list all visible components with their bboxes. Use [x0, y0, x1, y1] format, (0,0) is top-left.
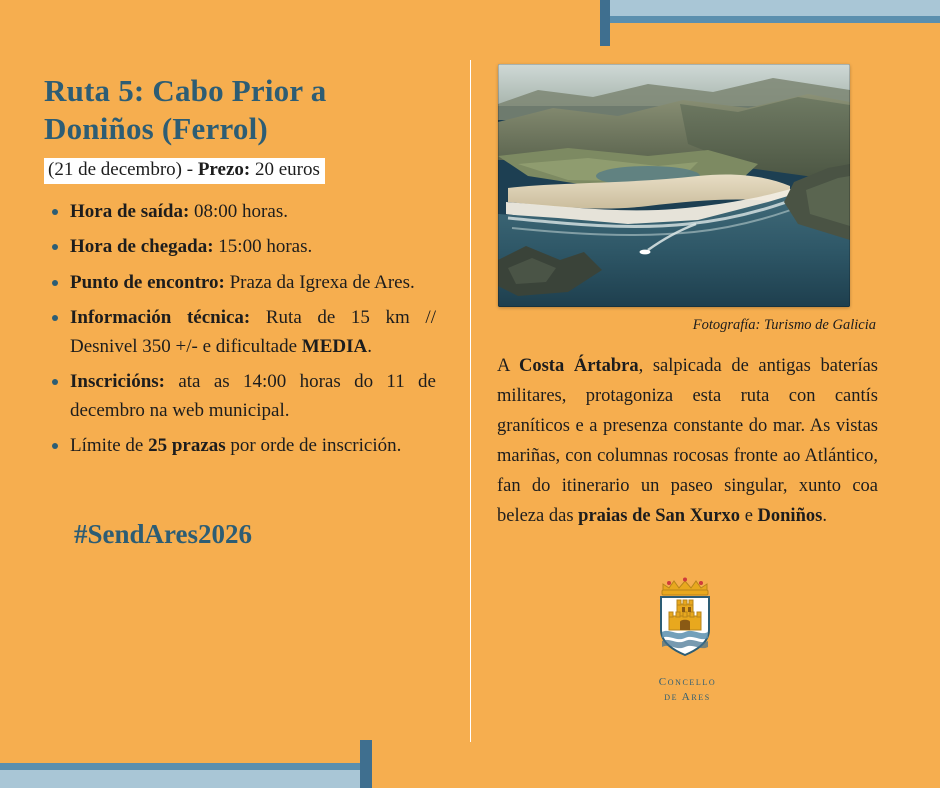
list-item	[44, 269, 436, 298]
subtitle-date: (21 de decembro) -	[48, 158, 198, 180]
list-item-label: Inscricións:	[70, 371, 165, 393]
list-item-text: 15:00 horas.	[213, 236, 313, 258]
list-item-text: Praza da Igrexa de Ares.	[224, 271, 415, 293]
subtitle-price-label: Prezo:	[197, 158, 251, 180]
list-item-text: Límite de 25 prazas por orde de inscrición.	[70, 435, 402, 457]
desc-part-1: A	[497, 356, 519, 376]
desc-bold-praias-san-xurxo: praias de San Xurxo	[578, 505, 741, 526]
decor-bar-bottom-left-light	[0, 768, 370, 788]
list-item-text: ata as 14:00 horas do 11 de decembro na web municipal.	[70, 371, 436, 421]
subtitle-highlight	[44, 158, 325, 184]
details-list	[44, 198, 436, 461]
photo-caption: Fotografía: Turismo de Galicia	[692, 317, 876, 333]
poster-content	[0, 52, 940, 752]
desc-bold-doninos: Doniños	[757, 505, 823, 526]
list-item-label: Punto de encontro:	[70, 271, 225, 293]
list-item	[44, 198, 436, 227]
crest-label	[633, 675, 743, 705]
list-item	[44, 432, 436, 461]
list-item-label: Hora de saída:	[70, 200, 190, 222]
list-item	[44, 368, 436, 425]
left-column	[0, 52, 470, 752]
desc-bold-costa-artabra: Costa Ártabra	[518, 356, 639, 376]
list-item	[44, 304, 436, 361]
subtitle-price-value: 20 euros	[250, 158, 320, 180]
desc-part-4: .	[822, 505, 827, 526]
hashtag: #SendAres2026	[74, 518, 253, 549]
decor-bar-top-right-dark	[600, 0, 610, 46]
crest-label-line1: Concello	[658, 675, 717, 688]
list-item-text: 08:00 horas.	[189, 200, 288, 222]
right-column	[471, 52, 940, 752]
page-title: Ruta 5: Cabo Prior a Doniños (Ferrol)	[44, 73, 327, 146]
list-item-text: Ruta de 15 km // Desnivel 350 +/- e dificultade MEDIA.	[70, 307, 436, 357]
decor-bar-bottom-left-mid	[0, 763, 360, 770]
list-item-label: Información técnica:	[70, 307, 251, 329]
decor-bar-top-right-mid	[610, 16, 940, 23]
list-item	[44, 233, 436, 262]
list-item-label: Hora de chegada:	[70, 236, 214, 258]
crest-label-line2: de Ares	[664, 690, 711, 703]
desc-part-2: , salpicada de antigas baterías militares, protagoniza esta ruta con cantís graníticos e a presenza constante do mar. As vistas mariñas, con columnas rocosas fronte ao Atlántico, fan do itinerario un paseo singular, xunto coa beleza das	[497, 356, 879, 526]
concello-de-ares-crest	[633, 574, 743, 705]
coastline-photo	[498, 64, 850, 307]
crest-icon	[633, 574, 743, 666]
description-paragraph	[497, 352, 878, 532]
desc-part-3: e	[740, 505, 758, 526]
